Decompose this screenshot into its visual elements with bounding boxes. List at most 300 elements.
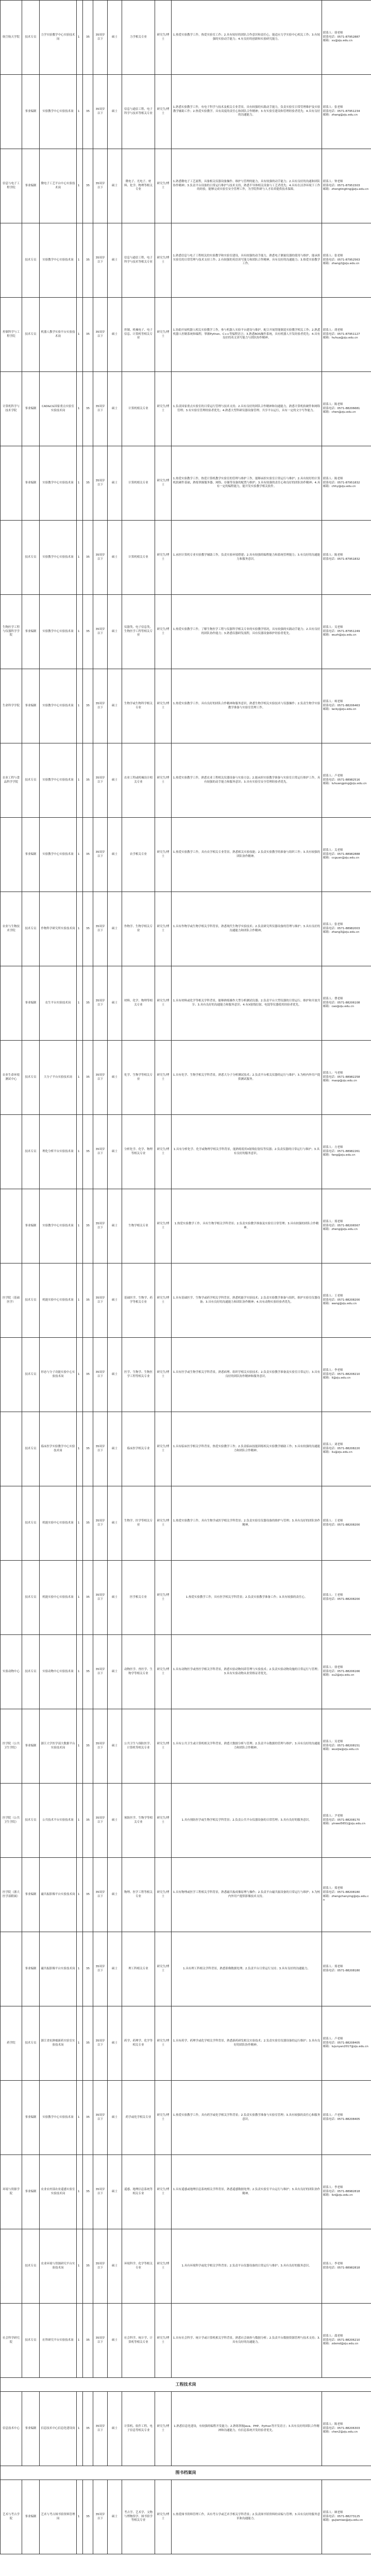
- age-cell: 35周岁以下: [93, 1561, 108, 1635]
- edu-cell: 研究生/博士: [155, 2229, 172, 2304]
- age-num-cell: 35: [83, 1635, 93, 1709]
- edu-cell: 研究生/博士: [155, 149, 172, 223]
- degree-cell: 硕士: [108, 892, 122, 966]
- age-num-cell: 35: [83, 2081, 93, 2155]
- position-cell: 信息技术中心信息化建设岗: [40, 2392, 77, 2466]
- count-cell: 1: [77, 669, 83, 743]
- position-cell: 艺术与考古图书馆资料管理岗: [40, 2480, 77, 2554]
- unit-cell: [1, 1115, 22, 1189]
- unit-cell: 药学院: [1, 2006, 22, 2081]
- edu-cell: 研究生/博士: [155, 2081, 172, 2155]
- position-cell: 机能实验中心实验技术岗: [40, 1263, 77, 1338]
- contact-cell: 联系人：顾老师 联系电话：0571-88273125 邮箱：gujiamiao@zju.edu.cn: [322, 2480, 371, 2554]
- type-cell: 事业编制: [22, 2480, 40, 2554]
- edu-cell: 研究生/博士: [155, 892, 172, 966]
- contact-cell: 联系人：陈老师 联系电话：0571-88206681 邮箱：chen@zju.edu.cn: [322, 372, 371, 446]
- position-cell: 农业环境与资源研究平台实验技术岗: [40, 2229, 77, 2304]
- age-num-cell: 35: [83, 1561, 93, 1635]
- edu-cell: 研究生/博士: [155, 1486, 172, 1561]
- age-cell: 35周岁以下: [93, 1858, 108, 1932]
- position-cell: 微电子工艺平台中心实验技术岗: [40, 149, 77, 223]
- edu-cell: 研究生/博士: [155, 521, 172, 595]
- type-cell: 技术专员: [22, 223, 40, 298]
- age-cell: 35周岁以下: [93, 75, 108, 149]
- table-row: [1, 521, 371, 595]
- major-cell: 生物学相关专业: [122, 1189, 155, 1263]
- table-row: [1, 1041, 371, 1115]
- degree-cell: 硕士: [108, 818, 122, 892]
- table-row: [1, 75, 371, 149]
- major-cell: 力学相关专业: [122, 1, 155, 75]
- age-cell: 35周岁以下: [93, 1115, 108, 1189]
- table-row: [1, 1709, 371, 1784]
- table-row: [1, 372, 371, 446]
- degree-cell: 硕士: [108, 1858, 122, 1932]
- unit-cell: [1, 2229, 22, 2304]
- major-cell: 动物医学、兽医学、生物学等相关专业: [122, 1635, 155, 1709]
- contact-cell: 联系人：陈老师 联系电话：0571-88206303 邮箱：chen2@zju.edu.cn: [322, 2392, 371, 2466]
- requirement-cell: 1.具有化学、生物学相关学科背景，熟悉大分子分析测试技术；2.负责平台相关仪器的运行与维护；3.为校内外用户提供测试服务。: [172, 1041, 322, 1115]
- contact-cell: 联系人：吴老师 联系电话：0571-88208151 邮箱：wusijia@zju.edu.cn: [322, 1709, 371, 1784]
- position-cell: 实验教学中心实验技术岗: [40, 743, 77, 818]
- major-cell: 控制、机械电子、电子信息、计算机等相关专业: [122, 298, 155, 372]
- age-cell: 35周岁以下: [93, 743, 108, 818]
- edu-cell: 研究生/博士: [155, 1263, 172, 1338]
- requirement-cell: 1.热爱实验教学工作，具有生物学或医学相关学科背景；2.负责实验室仪器设备的维护与管理；3.具有良好的团队协作精神。: [172, 1486, 322, 1561]
- position-cell: 机能实验中心实验技术岗: [40, 1486, 77, 1561]
- major-cell: 化学、生物学等相关专业: [122, 1041, 155, 1115]
- edu-cell: 研究生/博士: [155, 1932, 172, 2006]
- count-cell: 1: [77, 446, 83, 521]
- age-cell: 35周岁以下: [93, 892, 108, 966]
- type-cell: 技术专员: [22, 892, 40, 966]
- count-cell: 1: [77, 2155, 83, 2229]
- unit-cell: [1, 1561, 22, 1635]
- requirement-cell: 1.具有社会科学、统计学或计算机相关学科背景，熟悉社会调查与数据分析；2.负责平台数据资源管理与技术支持；3.具有良好的沟通能力。: [172, 2304, 322, 2378]
- edu-cell: 研究生/博士: [155, 2304, 172, 2378]
- position-cell: 实验教学中心实验技术岗: [40, 669, 77, 743]
- degree-cell: 硕士: [108, 2006, 122, 2081]
- position-cell: 临床医学实验教学中心实验技术岗: [40, 1412, 77, 1486]
- edu-cell: 研究生/博士: [155, 1635, 172, 1709]
- edu-cell: 研究生/博士: [155, 1, 172, 75]
- requirement-cell: 1.具有基础医学、生物学或药学相关学科背景，熟悉机能学实验技术；2.负责实验教学准备与组织，维护实验室仪器设备；3.具有良好的沟通能力和团队协作精神；4.具有动物实验经验者优先。: [172, 1263, 322, 1338]
- age-cell: 35周岁以下: [93, 2392, 108, 2466]
- requirement-cell: 1.热爱实验教学工作，了解生物医学工程与仪器科学相关专业的实验教学情况，具有较强的实践动手能力；2.具有良好的团队协作能力；3.熟悉仪器研发流程，具有仪器设备维护经验者优先。: [172, 595, 322, 669]
- count-cell: 1: [77, 1041, 83, 1115]
- unit-cell: [1, 1932, 22, 2006]
- major-cell: 基础医学、生物学、药学等相关专业: [122, 1263, 155, 1338]
- age-num-cell: 35: [83, 1932, 93, 2006]
- age-num-cell: 35: [83, 1263, 93, 1338]
- table-row: [1, 1115, 371, 1189]
- edu-cell: 研究生/博士: [155, 1709, 172, 1784]
- contact-cell: 联系人：张老师 联系电话：0571-88982003 邮箱：zhang3@zju.edu.cn: [322, 892, 371, 966]
- major-cell: 临床医学相关专业: [122, 1412, 155, 1486]
- major-cell: 考古学、艺术学、文物与博物馆学、图书馆学等相关专业: [122, 2480, 155, 2554]
- major-cell: 生物学、医学等相关专业: [122, 1486, 155, 1561]
- contact-cell: 联系人：邵老师 联系电话：0571-88206210 邮箱：zdsmd@zju.edu.cn: [322, 2304, 371, 2378]
- requirement-cell: 1.熟悉信息与电子工程相关的实验教学和实验室建设，具有较强的动手能力，熟悉电子测量仪器的使用与维护，能承担实验室的日常管理与技术支持工作；2.有较强的英语读写能力和团队合作精神，具有良好的沟通能力；3.热爱实验教学工作。: [172, 223, 322, 298]
- table-row: [1, 595, 371, 669]
- age-num-cell: 35: [83, 669, 93, 743]
- contact-cell: 联系人：陈老师 联系电话：0571-87951832: [322, 521, 371, 595]
- count-cell: 1: [77, 1486, 83, 1561]
- requirement-cell: 1.协助开展机器人相关实验教学工作，参与机器人实验平台建设与维护，配合开展智能制造实验教学相关工作；2.熟悉机器人控制系统和编程，掌握Python、C++等编程语言；3.熟悉ROS操作系统，具有机器人开发经验者优先；4.具有良好的英文读写能力与团队协作精神。: [172, 298, 322, 372]
- major-cell: 生物学或生物科学相关专业: [122, 669, 155, 743]
- count-cell: 1: [77, 1561, 83, 1635]
- count-cell: 1: [77, 298, 83, 372]
- unit-cell: 信息技术中心: [1, 2392, 22, 2466]
- edu-cell: 研究生/博士: [155, 446, 172, 521]
- unit-cell: 计算机科学与技术学院: [1, 372, 22, 446]
- section-header-row: [1, 2466, 371, 2480]
- position-cell: 实验教学中心实验技术岗: [40, 75, 77, 149]
- age-cell: 35周岁以下: [93, 2155, 108, 2229]
- type-cell: 技术专员: [22, 1486, 40, 1561]
- degree-cell: 硕士: [108, 1784, 122, 1858]
- requirement-cell: 1.热爱实验教学工作，具有生物学相关学科背景；2.负责实验教学准备及实验室日常管理；3.具有较强的团队合作精神。: [172, 1189, 322, 1263]
- unit-cell: [1, 818, 22, 892]
- degree-cell: 硕士: [108, 2081, 122, 2155]
- requirement-cell: 1.熟悉微电子工艺流程，具备相关仪器设备操作、维护与管理的能力，具有较强的动手能力；2.具有良好的沟通和团队协作精神；3.负责平台设备的日常运行维护与技术支持，熟悉半导体相关设备与工艺者优先；4.具有在洁净环境下工作的经验，能够完成实验室安全管理工作，为学院科研与人才培养提供技术保障。: [172, 149, 322, 223]
- count-cell: 1: [77, 1, 83, 75]
- table-row: [1, 1561, 371, 1635]
- major-cell: 公共卫生与预防医学、计算机等相关专业: [122, 1709, 155, 1784]
- unit-cell: 医学院（公共卫生学院）: [1, 1784, 22, 1858]
- requirement-cell: 1.具有物理或医学工程相关学科背景，熟悉磁共振成像原理与操作；2.负责平台磁共振设备的日常运行与维护；3.为校内外用户提供影像技术支持。: [172, 1858, 322, 1932]
- age-cell: 35周岁以下: [93, 1041, 108, 1115]
- type-cell: 事业编制: [22, 1932, 40, 2006]
- age-num-cell: 35: [83, 2006, 93, 2081]
- edu-cell: 研究生/博士: [155, 2155, 172, 2229]
- section-header-row: [1, 2378, 371, 2392]
- count-cell: 1: [77, 1635, 83, 1709]
- type-cell: 事业编制: [22, 595, 40, 669]
- contact-cell: 联系人：李老师 联系电话：0571-88982818: [322, 2229, 371, 2304]
- unit-cell: 航空航天学院: [1, 1, 22, 75]
- age-num-cell: 35: [83, 1115, 93, 1189]
- table-row: [1, 1486, 371, 1561]
- contact-cell: 联系人：吴老师 联系电话：0571-87951249 邮箱：wuzh@zju.edu.cn: [322, 595, 371, 669]
- age-cell: 35周岁以下: [93, 2006, 108, 2081]
- requirement-cell: 1.负责国家重点实验室的日常运行管理与技术支持；2.具有良好的团队合作精神和沟通能力，熟悉计算机软硬件和网络管理；3.有实验室管理经验者优先；4.熟悉大型科研仪器设备管理、共享平台运行，具有一定的文字写作能力。: [172, 372, 322, 446]
- degree-cell: 硕士: [108, 1932, 122, 2006]
- type-cell: 事业编制: [22, 2155, 40, 2229]
- position-cell: 机能实验中心实验技术岗: [40, 1561, 77, 1635]
- age-cell: 35周岁以下: [93, 1784, 108, 1858]
- table-row: [1, 2304, 371, 2378]
- type-cell: 技术专员: [22, 743, 40, 818]
- count-cell: 1: [77, 2304, 83, 2378]
- degree-cell: 硕士: [108, 1709, 122, 1784]
- contact-cell: 联系人：王老师 联系电话：0571-88208200: [322, 1486, 371, 1561]
- major-cell: 计算机相关专业: [122, 372, 155, 446]
- type-cell: 技术专员: [22, 1, 40, 75]
- unit-cell: [1, 1486, 22, 1561]
- position-cell: 实验教学中心实验技术岗: [40, 521, 77, 595]
- major-cell: 农学相关专业: [122, 818, 155, 892]
- count-cell: 1: [77, 372, 83, 446]
- type-cell: 技术专员: [22, 1412, 40, 1486]
- degree-cell: 硕士: [108, 223, 122, 298]
- count-cell: 1: [77, 75, 83, 149]
- requirement-cell: 1.具有动物医学或兽医学相关学科背景，熟悉实验动物饲养管理与实验技术；2.负责实验动物设施的日常运行与管理；3.具有实验动物从业资格证者优先。: [172, 1635, 322, 1709]
- requirement-cell: 1.具有分析化学、化学或物理学相关学科背景，能熟练使用X射线衍射仪等仪器；2.负责仪器的日常运行与维护；3.具有良好的服务意识。: [172, 1115, 322, 1189]
- edu-cell: 研究生/博士: [155, 1412, 172, 1486]
- requirement-cell: 1.具有药学、药理学或化学相关学科背景，熟悉新药研发相关实验技术；2.负责实验室仪器设备的运行维护；3.具有良好的团队协作精神。: [172, 2006, 322, 2081]
- age-cell: 35周岁以下: [93, 2229, 108, 2304]
- degree-cell: 硕士: [108, 2155, 122, 2229]
- table-row: [1, 818, 371, 892]
- unit-cell: 实验动物中心: [1, 1635, 22, 1709]
- degree-cell: 硕士: [108, 75, 122, 149]
- table-row: [1, 1858, 371, 1932]
- type-cell: 事业编制: [22, 966, 40, 1041]
- edu-cell: 研究生/博士: [155, 2006, 172, 2081]
- age-num-cell: 35: [83, 1041, 93, 1115]
- degree-cell: 硕士: [108, 1412, 122, 1486]
- degree-cell: 硕士: [108, 298, 122, 372]
- age-num-cell: 35: [83, 298, 93, 372]
- major-cell: 社会科学、统计学、计算机等相关专业: [122, 2304, 155, 2378]
- position-cell: 形态与分子功能实验中心实验技术岗: [40, 1338, 77, 1412]
- requirement-cell: 1.承担计算机专业实验教学辅助工作，负责实验环境搭建；2.具有较强的编程能力和系统管理能力；3.有良好的沟通能力和服务意识。: [172, 521, 322, 595]
- position-cell: 实验教学中心实验技术岗: [40, 2081, 77, 2155]
- age-num-cell: 35: [83, 1412, 93, 1486]
- age-cell: 35周岁以下: [93, 1, 108, 75]
- age-num-cell: 35: [83, 521, 93, 595]
- contact-cell: 联系人：卢老师 联系电话：0571-88982516 邮箱：luhuangping@zju.edu.cn: [322, 743, 371, 818]
- unit-cell: 农业与生物技术学院: [1, 892, 22, 966]
- contact-cell: 联系人：王老师 联系电话：0571-88208200: [322, 1561, 371, 1635]
- position-cell: CAD&CG国家重点实验室实验技术岗: [40, 372, 77, 446]
- degree-cell: 硕士: [108, 1189, 122, 1263]
- table-row: [1, 1338, 371, 1412]
- contact-cell: 联系人：关老师 联系电话：0571-88982888 邮箱：ccguan@zju.edu.cn: [322, 818, 371, 892]
- table-row: [1, 1412, 371, 1486]
- position-cell: 实验教学中心实验技术岗: [40, 223, 77, 298]
- age-cell: 35周岁以下: [93, 2081, 108, 2155]
- requirement-cell: 1.具有医学或生物学相关学科背景，熟悉病理、组织学相关实验技术；2.负责实验教学准备及实验室日常运行；3.具有良好的团队协作精神和服务意识。: [172, 1338, 322, 1412]
- age-cell: 35周岁以下: [93, 1263, 108, 1338]
- unit-cell: 生命科学学院: [1, 669, 22, 743]
- section-header: 图书档案岗: [1, 2466, 371, 2480]
- major-cell: 药学、药理学、化学等相关专业: [122, 2006, 155, 2081]
- contact-cell: 联系人：郑老师 联系电话：0571-88208180: [322, 1932, 371, 2006]
- age-num-cell: 35: [83, 1486, 93, 1561]
- type-cell: 技术专员: [22, 521, 40, 595]
- requirement-cell: 1.热爱实验教学工作，热爱计算机教学实验室的管理与维护工作，能够承担实验室日常运行与维护；2.具有较好的计算机软硬件基础，熟练掌握服务器、网络、存储等设备的配置与维护；3.具有较强的责任心和良好的团队协作精神；4.具有一定的编程能力，能开发实验教学相关软件。: [172, 446, 322, 521]
- table-row: [1, 298, 371, 372]
- table-row: [1, 669, 371, 743]
- degree-cell: 硕士: [108, 149, 122, 223]
- major-cell: 农业工程或机械设计相关专业: [122, 743, 155, 818]
- contact-cell: 联系人：卢老师 联系电话：0571-88208405 邮箱：lujunyan2017@zju.edu.cn: [322, 2006, 371, 2081]
- type-cell: 技术专员: [22, 1041, 40, 1115]
- age-num-cell: 35: [83, 2155, 93, 2229]
- unit-cell: 艺术与考古学院: [1, 2480, 22, 2554]
- unit-cell: 环境与资源学院: [1, 2155, 22, 2229]
- table-row: [1, 966, 371, 1041]
- age-cell: 35周岁以下: [93, 595, 108, 669]
- edu-cell: 研究生/博士: [155, 1858, 172, 1932]
- requirement-cell: 1.热爱实验教学工作，热爱实验室工作；2.具有较好的团队合作意识和责任心，能适应力学实验中心相关工作；3.有较强的实验动手能力；4.有良好的创新和实验研究能力。: [172, 1, 322, 75]
- contact-cell: 联系人：方老师 联系电话：0571-88982261 邮箱：fang@zju.edu.cn: [322, 1115, 371, 1189]
- major-cell: 计算机相关专业: [122, 446, 155, 521]
- contact-cell: 联系人：马老师 联系电话：0571-88982258 邮箱：maxp@zju.edu.cn: [322, 1041, 371, 1115]
- age-num-cell: 35: [83, 446, 93, 521]
- type-cell: 技术专员: [22, 2229, 40, 2304]
- position-cell: 农生平台实验技术岗: [40, 966, 77, 1041]
- age-num-cell: 35: [83, 818, 93, 892]
- major-cell: 遥感、地理信息系统等相关专业: [122, 2155, 155, 2229]
- edu-cell: 研究生/博士: [155, 1338, 172, 1412]
- age-cell: 35周岁以下: [93, 1189, 108, 1263]
- degree-cell: 硕士: [108, 1561, 122, 1635]
- count-cell: 1: [77, 1115, 83, 1189]
- type-cell: 事业编制: [22, 1709, 40, 1784]
- age-num-cell: 35: [83, 1189, 93, 1263]
- unit-cell: 医学院（浙大医学部附属）: [1, 1858, 22, 1932]
- unit-cell: 生物医学工程与仪器科学学院: [1, 595, 22, 669]
- degree-cell: 硕士: [108, 446, 122, 521]
- table-row: [1, 223, 371, 298]
- table-row: [1, 1263, 371, 1338]
- contact-cell: 联系人：王老师 联系电话：0571-88208200 邮箱：wang@zju.edu.cn: [322, 1263, 371, 1338]
- contact-cell: 联系人：钟老师 联系电话：0571-87951503 邮箱：zhongtingting@zju.edu.cn: [322, 149, 371, 223]
- degree-cell: 硕士: [108, 2392, 122, 2466]
- major-cell: 医学相关专业: [122, 1561, 155, 1635]
- age-num-cell: 35: [83, 2229, 93, 2304]
- type-cell: 事业编制: [22, 2081, 40, 2155]
- edu-cell: 研究生/博士: [155, 2480, 172, 2554]
- count-cell: 1: [77, 595, 83, 669]
- type-cell: 事业编制: [22, 75, 40, 149]
- degree-cell: 硕士: [108, 1263, 122, 1338]
- type-cell: 技术专员: [22, 1784, 40, 1858]
- major-cell: 微电子、光电子、材料、化学、物理等相关专业: [122, 149, 155, 223]
- age-cell: 35周岁以下: [93, 1338, 108, 1412]
- degree-cell: 硕士: [108, 2480, 122, 2554]
- table-row: [1, 892, 371, 966]
- table-row: [1, 1784, 371, 1858]
- type-cell: 技术专员: [22, 1561, 40, 1635]
- type-cell: 事业编制: [22, 2392, 40, 2466]
- requirement-cell: 1.热爱实验教学工作，具有医学相关学科背景；2.负责实验教学准备工作；3.具有较强的责任心。: [172, 1561, 322, 1635]
- age-cell: 35周岁以下: [93, 1709, 108, 1784]
- major-cell: 药学或化学相关专业: [122, 2081, 155, 2155]
- table-row: [1, 149, 371, 223]
- count-cell: 1: [77, 743, 83, 818]
- contact-cell: 联系人：郑老师 联系电话：0571-88208180 邮箱：zhengchanying@zju.edu.cn: [322, 1858, 371, 1932]
- table-row: [1, 2155, 371, 2229]
- table-row: [1, 1, 371, 75]
- major-cell: 理工科相关专业: [122, 1932, 155, 2006]
- edu-cell: 研究生/博士: [155, 966, 172, 1041]
- major-cell: 作物学、生物学相关专业: [122, 892, 155, 966]
- count-cell: 1: [77, 223, 83, 298]
- degree-cell: 硕士: [108, 372, 122, 446]
- requirement-cell: 1.具有作物学或生物学相关学科背景，熟悉现代生物学实验技术；2.负责研究所仪器设备的管理与维护；3.具有良好的沟通能力和团队合作精神。: [172, 892, 322, 966]
- contact-cell: 联系人：胡老师 联系电话：0571-87951127 邮箱：huhua@zju.edu.cn: [322, 298, 371, 372]
- requirement-cell: 1.热爱实验教学工作，具有药学或化学相关学科背景；2.负责实验教学准备与实验室管理；3.具有较强的责任心和服务意识。: [172, 2081, 322, 2155]
- edu-cell: 研究生/博士: [155, 298, 172, 372]
- type-cell: 技术专员: [22, 1338, 40, 1412]
- count-cell: 1: [77, 1263, 83, 1338]
- major-cell: 物理、医学工程等相关专业: [122, 1858, 155, 1932]
- table-row: [1, 446, 371, 521]
- type-cell: 技术专员: [22, 2006, 40, 2081]
- edu-cell: 研究生/博士: [155, 1041, 172, 1115]
- count-cell: 1: [77, 2392, 83, 2466]
- age-cell: 35周岁以下: [93, 2480, 108, 2554]
- requirement-cell: 1.热爱实验教学工作，具有农学相关专业背景，熟悉相关实验技能；2.负责实验教学的准备与组织工作；3.具有较强的团队协作精神。: [172, 818, 322, 892]
- position-cell: 大分子平台实验技术岗: [40, 1041, 77, 1115]
- degree-cell: 硕士: [108, 966, 122, 1041]
- age-num-cell: 35: [83, 372, 93, 446]
- position-cell: 机器人教学实验平台实验技术岗: [40, 298, 77, 372]
- age-num-cell: 35: [83, 1338, 93, 1412]
- table-row: [1, 1932, 371, 2006]
- age-cell: 35周岁以下: [93, 818, 108, 892]
- age-cell: 35周岁以下: [93, 1932, 108, 2006]
- edu-cell: 研究生/博士: [155, 2392, 172, 2466]
- count-cell: 1: [77, 2229, 83, 2304]
- position-cell: 实验教学中心实验技术岗: [40, 446, 77, 521]
- type-cell: 事业编制: [22, 1189, 40, 1263]
- position-cell: 公共技术平台实验技术岗: [40, 1784, 77, 1858]
- unit-cell: [1, 1412, 22, 1486]
- degree-cell: 硕士: [108, 1486, 122, 1561]
- contact-cell: 联系人：李老师 联系电话：0571-88208210 邮箱：li@zju.edu.cn: [322, 1338, 371, 1412]
- contact-cell: 联系人：卢老师 联系电话：0571-88208405: [322, 2081, 371, 2155]
- age-num-cell: 35: [83, 149, 93, 223]
- unit-cell: [1, 521, 22, 595]
- age-num-cell: 35: [83, 892, 93, 966]
- unit-cell: 信息与电子工程学院: [1, 149, 22, 223]
- age-cell: 35周岁以下: [93, 223, 108, 298]
- unit-cell: 控制科学与工程学院: [1, 298, 22, 372]
- major-cell: 材料、化学、物理等相关专业: [122, 966, 155, 1041]
- count-cell: 1: [77, 2006, 83, 2081]
- unit-cell: 医学院（公共卫生学院）: [1, 1709, 22, 1784]
- table-row: [1, 2480, 371, 2554]
- contact-cell: 联系人：尹老师 联系电话：0571-88208170 邮箱：yinwei5651@zju.edu.cn: [322, 1784, 371, 1858]
- count-cell: 1: [77, 1858, 83, 1932]
- age-cell: 35周岁以下: [93, 2304, 108, 2378]
- age-cell: 35周岁以下: [93, 1486, 108, 1561]
- position-cell: 理化分析平台实验技术岗: [40, 1115, 77, 1189]
- requirement-cell: 1.具有材料或化学等相关学科背景，能够熟练操作大型分析测试仪器；2.负责平台大型仪器的日常运行、维护和开放共享；3.具有良好的沟通能力和服务意识；4.有X射线衍射、电镜等仪器使用经验者优先。: [172, 966, 322, 1041]
- count-cell: 1: [77, 818, 83, 892]
- edu-cell: 研究生/博士: [155, 372, 172, 446]
- age-cell: 35周岁以下: [93, 372, 108, 446]
- position-cell: 实验教学中心实验技术岗: [40, 1189, 77, 1263]
- position-cell: 力学实验教学中心实验技术岗: [40, 1, 77, 75]
- unit-cell: [1, 1338, 22, 1412]
- edu-cell: 研究生/博士: [155, 223, 172, 298]
- degree-cell: 硕士: [108, 743, 122, 818]
- age-cell: 35周岁以下: [93, 1412, 108, 1486]
- count-cell: 1: [77, 892, 83, 966]
- age-num-cell: 35: [83, 75, 93, 149]
- type-cell: 事业编制: [22, 149, 40, 223]
- type-cell: 技术专员: [22, 1635, 40, 1709]
- edu-cell: 研究生/博士: [155, 595, 172, 669]
- requirement-cell: 1.具有公共卫生或计算机相关学科背景，熟悉大数据分析与管理；2.负责平台数据的管理与维护；3.具有良好的沟通能力和团队合作精神。: [172, 1709, 322, 1784]
- age-cell: 35周岁以下: [93, 669, 108, 743]
